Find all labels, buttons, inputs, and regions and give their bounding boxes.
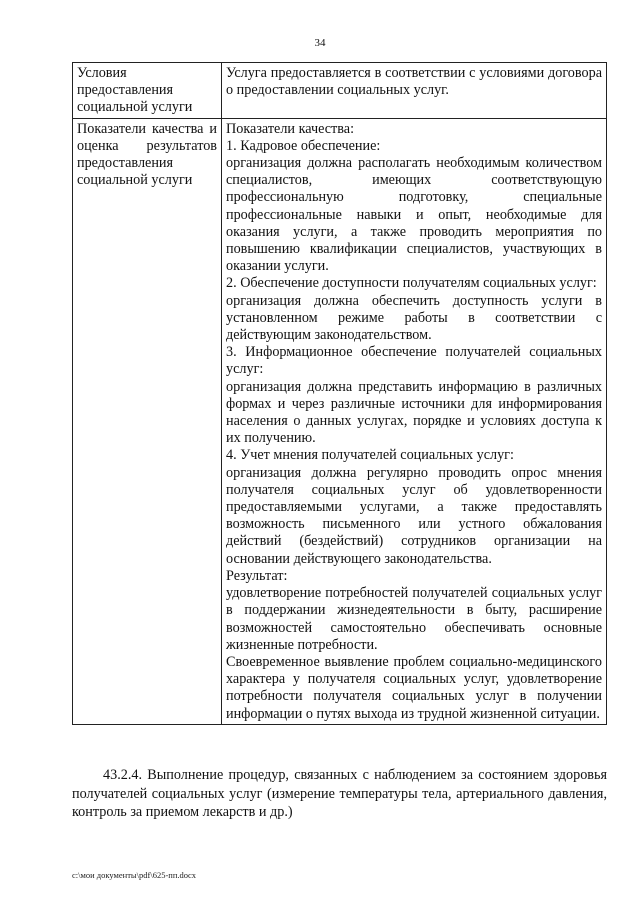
- information-text: организация должна представить информацию в различных формах и через различные источники для информирования населения о данных услугах, порядке и условиях доступа к их получению.: [226, 378, 602, 447]
- feedback-heading: 4. Учет мнения получателей социальных услуг:: [226, 447, 514, 464]
- table-row: [73, 63, 607, 119]
- row1-label: Условия предоставления социальной услуги: [73, 63, 222, 119]
- result-text-2: Своевременное выявление проблем социально-медицинского характера у получателя социальных услуг, удовлетворение потребности получателя социальных услуг в получении информации о путях выхода из трудной жизненной ситуации.: [226, 653, 602, 722]
- staffing-heading: 1. Кадровое обеспечение:: [226, 137, 381, 154]
- section-paragraph: 43.2.4. Выполнение процедур, связанных с наблюдением за состоянием здоровья получателей социальных услуг (измерение температуры тела, артериального давления, контроль за приемом лекарств и др.): [72, 767, 607, 820]
- footer-file-path: c:\мои документы\pdf\625-пп.docx: [72, 870, 197, 880]
- table-row: [73, 118, 607, 724]
- quality-heading: Показатели качества:: [226, 120, 355, 137]
- accessibility-heading: 2. Обеспечение доступности получателям социальных услуг:: [226, 275, 597, 292]
- services-table: [72, 62, 607, 725]
- row2-value: [222, 118, 607, 724]
- row1-value: Услуга предоставляется в соответствии с условиями договора о предоставлении социальных услуг.: [222, 63, 607, 119]
- row2-label: Показатели качества и оценка результатов предоставления социальной услуги: [73, 118, 222, 724]
- result-heading: Результат:: [226, 567, 288, 584]
- accessibility-text: организация должна обеспечить доступность услуги в установленном режиме работы в соответствии с действующим законодательством.: [226, 292, 602, 344]
- page-number: 34: [314, 37, 326, 49]
- result-text: удовлетворение потребностей получателей социальных услуг в поддержании жизнедеятельности в быту, расширение возможностей самостоятельно обеспечивать основные жизненные потребности.: [226, 585, 602, 653]
- information-heading: 3. Информационное обеспечение получателей социальных услуг:: [226, 344, 602, 378]
- staffing-text: организация должна располагать необходимым количеством специалистов, имеющих соответствующую профессиональную подготовку, специальные профессиональные навыки и опыт, необходимые для оказания услуги, а также проводить мероприятия по повышению квалификации специалистов, участвующих в оказании услуги.: [226, 155, 602, 275]
- feedback-text: организация должна регулярно проводить опрос мнения получателя социальных услуг об удовлетворенности предоставляемыми услугами, а также предоставлять возможность письменного или устного обжалования действий (бездействий) сотрудников организации на основании действующего законодательства.: [226, 464, 602, 567]
